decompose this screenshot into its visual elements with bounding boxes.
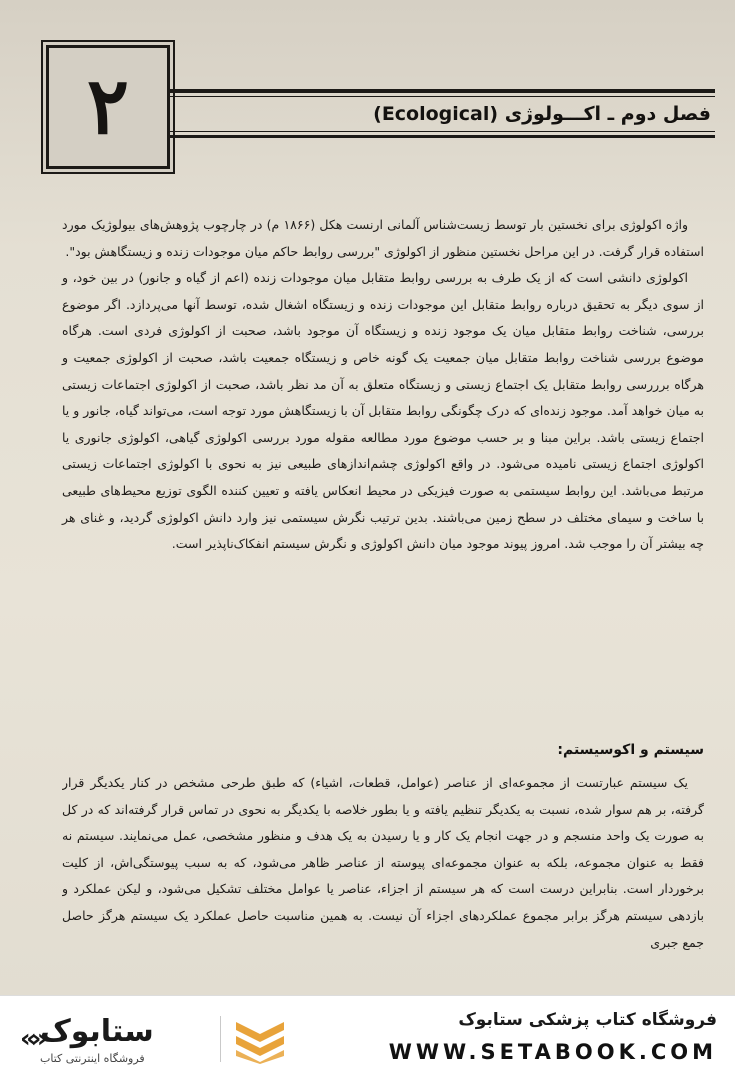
title-underline-thick — [170, 135, 715, 138]
intro-paragraph: اکولوژی دانشی است که از یک طرف به بررسی روابط متقابل میان موجودات زنده (اعم از گیاه و جانور) در بین خود، و از سوی دیگر به تحقیق درباره روابط متقابل این موجودات زنده و زیستگاه اشغال شده، توسط آنها می‌پردازد. اگر موضوع بررسی، شناخت روابط متقابل میان یک موجود زنده و زیستگاه آن موجود باشد، صحبت از اکولوژی فردی است. هرگاه موضوع بررسی شناخت روابط متقابل میان جمعیت یک گونه خاص و زیستگاه جمعیت باشد، صحبت از اکولوژی جمعیت و هرگاه برررسی روابط متقابل یک اجتماع زیستی و زیستگاه متعلق به آن مد نظر باشد، صحبت از اکولوژی اجتماعات زیستی به میان خواهد آمد. موجود زنده‌ای که درک چگونگی روابط متقابل آن با زیستگاهش مورد توجه است، می‌تواند گیاه، جانور و یا اجتماع زیستی باشد. براین مبنا و بر حسب موضوع مورد مطالعه مقوله مورد بررسی اکولوژی گیاهی، اکولوژی جانوری یا اکولوژی اجتماع زیستی نامیده می‌شود. در واقع اکولوژی چشم‌اندازهای طبیعی نیز به نحوی با اکولوژی اجتماعات زیستی مرتبط می‌باشد. این روابط سیستمی به صورت فیزیکی در محیط انعکاس یافته و تعیین کننده الگوی توزیع محیط‌های طبیعی با ساخت و سیمای مختلف در سطح زمین می‌باشند. بدین ترتیب نگرش سیستمی نیز وارد دانش اکولوژی گردید، و غنای هر چه بیشتر آن را موجب شد. امروز پیوند موجود میان دانش اکولوژی و نگرش سیستم انفکاک‌ناپذیر است. — [62, 270, 704, 552]
title-underline-thin — [170, 131, 715, 132]
logo-wordmark: ستابوک — [40, 1014, 154, 1049]
intro-body — [62, 212, 704, 558]
chapter-number: ۲ — [87, 61, 129, 152]
intro-paragraph: واژه اکولوژی برای نخستین بار توسط زیست‌شناس آلمانی ارنست هکل (۱۸۶۶ م) در چارچوب پژوهش‌های بیولوژیک مورد استفاده قرار گرفت. در این مراحل نخستین منظور از اکولوژی "بررسی روابط حاکم میان موجودات زنده و زیستگاهش بود". — [62, 217, 704, 259]
header-rule-thick — [170, 89, 715, 93]
chapter-title: فصل دوم ـ اکـــولوژی (Ecological) — [373, 103, 711, 125]
store-name: فروشگاه کتاب پزشکی ستابوک — [458, 1010, 717, 1030]
section-heading: سیستم و اکوسیستم: — [557, 742, 704, 758]
store-logo[interactable] — [20, 1008, 295, 1068]
logo-arrows-icon: «» — [20, 1024, 42, 1054]
section-paragraph: یک سیستم عبارتست از مجموعه‌ای از عناصر (عوامل، قطعات، اشیاء) که طبق طرحی مشخص در کنار یکدیگر قرار گرفته، بر هم سوار شده، نسبت به یکدیگر تنظیم یافته و یا بطور خلاصه با یکدیگر به نحوی در تماس قرار گرفته‌اند که در کل به صورت یک واحد منسجم و در جهت انجام یک کار و یا رسیدن به یک هدف و منظور مشخصی، عمل می‌نمایند. سیستم نه فقط به عنوان مجموعه، بلکه به عنوان مجموعه‌ای پیوسته از عناصر ظاهر می‌شود، که به سبب پیوستگی‌اش، از کلیت برخوردار است. بنابراین درست است که هر سیستم از اجزاء، عناصر یا عوامل مختلف تشکیل می‌شود، و لیکن عملکرد و بازدهی سیستم هرگز برابر مجموع عملکردهای اجزاء آن نیست. به همین مناسبت حاصل عملکرد یک سیستم هرگز حاصل جمع جبری — [62, 775, 704, 950]
chevron-stack-icon — [232, 1014, 288, 1064]
logo-tagline: فروشگاه اینترنتی کتاب — [40, 1052, 145, 1065]
store-url-link[interactable]: WWW.SETABOOK.COM — [388, 1040, 717, 1064]
section-body — [62, 770, 704, 995]
chapter-number-box — [46, 45, 170, 169]
logo-divider — [220, 1016, 221, 1062]
header-rule-thin — [170, 96, 715, 97]
store-banner — [0, 995, 735, 1081]
